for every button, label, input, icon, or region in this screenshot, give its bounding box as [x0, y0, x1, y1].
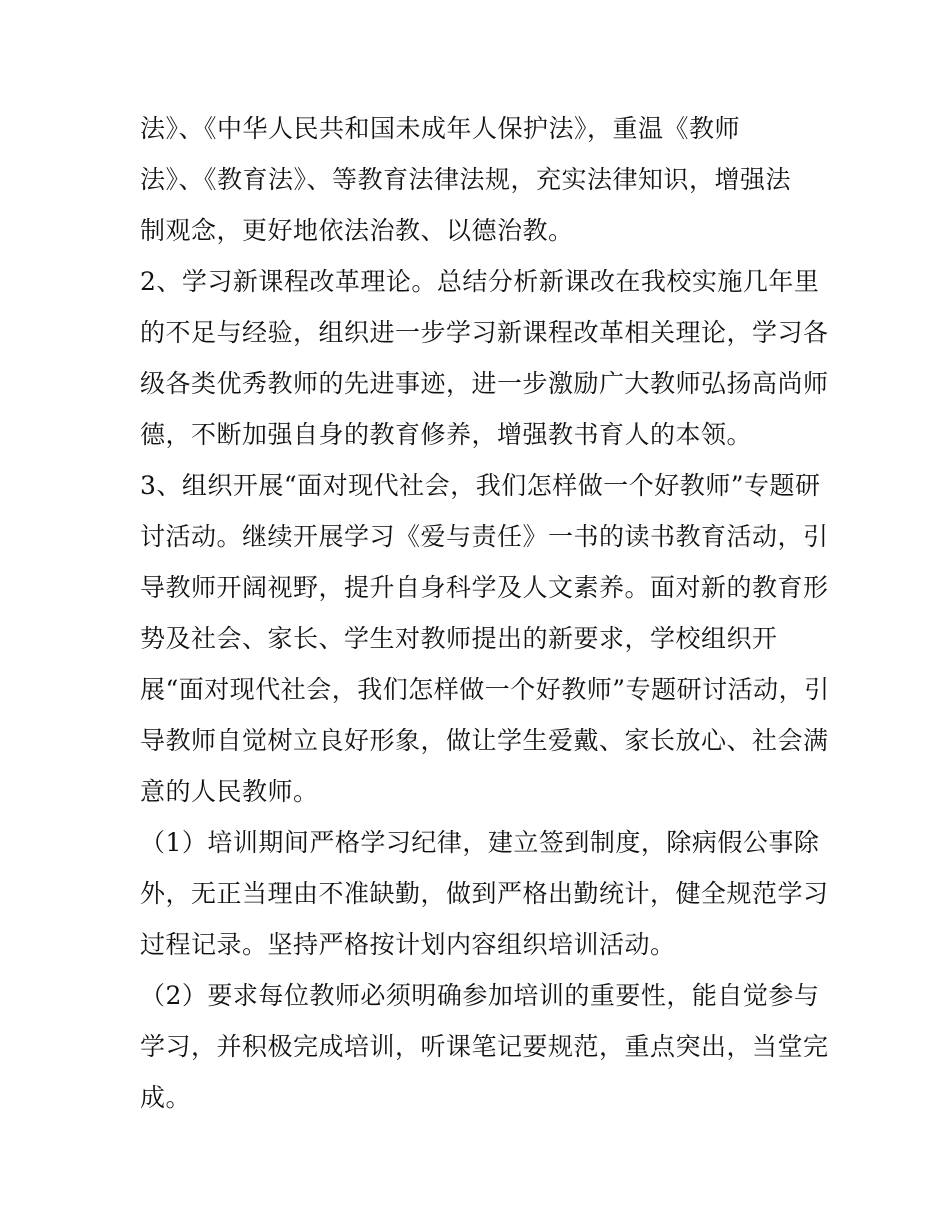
text-line: 导教师自觉树立良好形象，做让学生爱戴、家长放心、社会满 [140, 726, 829, 755]
text-line: 级各类优秀教师的先进事迹，进一步激励广大教师弘扬高尚师 [140, 369, 829, 398]
text-line: 势及社会、家长、学生对教师提出的新要求，学校组织开 [140, 624, 778, 653]
text-line: 外，无正当理由不准缺勤，做到严格出勤统计，健全规范学习 [140, 879, 829, 908]
text-line: 意的人民教师。 [140, 777, 319, 806]
text-line: 法》、《教育法》、等教育法律法规，充实法律知识，增强法 [140, 165, 792, 194]
text-line: 展“面对现代社会，我们怎样做一个好教师”专题研讨活动，引 [140, 675, 830, 704]
text-line: 2、学习新课程改革理论。总结分析新课改在我校实施几年里 [140, 267, 820, 296]
text-line: 制观念，更好地依法治教、以德治教。 [140, 216, 574, 245]
text-line: 德，不断加强自身的教育修养，增强教书育人的本领。 [140, 420, 753, 449]
text-line: 过程记录。坚持严格按计划内容组织培训活动。 [140, 930, 676, 959]
text-line: 讨活动。继续开展学习《爱与责任》一书的读书教育活动，引 [140, 522, 829, 551]
text-line: （2）要求每位教师必须明确参加培训的重要性，能自觉参与 [140, 981, 820, 1010]
text-line: 法》、《中华人民共和国未成年人保护法》，重温《教师 [140, 114, 741, 143]
text-line: 3、组织开展“面对现代社会，我们怎样做一个好教师”专题研 [140, 471, 821, 500]
text-line: （1）培训期间严格学习纪律，建立签到制度，除病假公事除 [140, 828, 820, 857]
text-line: 导教师开阔视野，提升自身科学及人文素养。面对新的教育形 [140, 573, 829, 602]
text-line: 的不足与经验，组织进一步学习新课程改革相关理论，学习各 [140, 318, 829, 347]
text-line: 学习，并积极完成培训，听课笔记要规范，重点突出，当堂完 [140, 1032, 829, 1061]
text-line: 成。 [140, 1083, 192, 1112]
